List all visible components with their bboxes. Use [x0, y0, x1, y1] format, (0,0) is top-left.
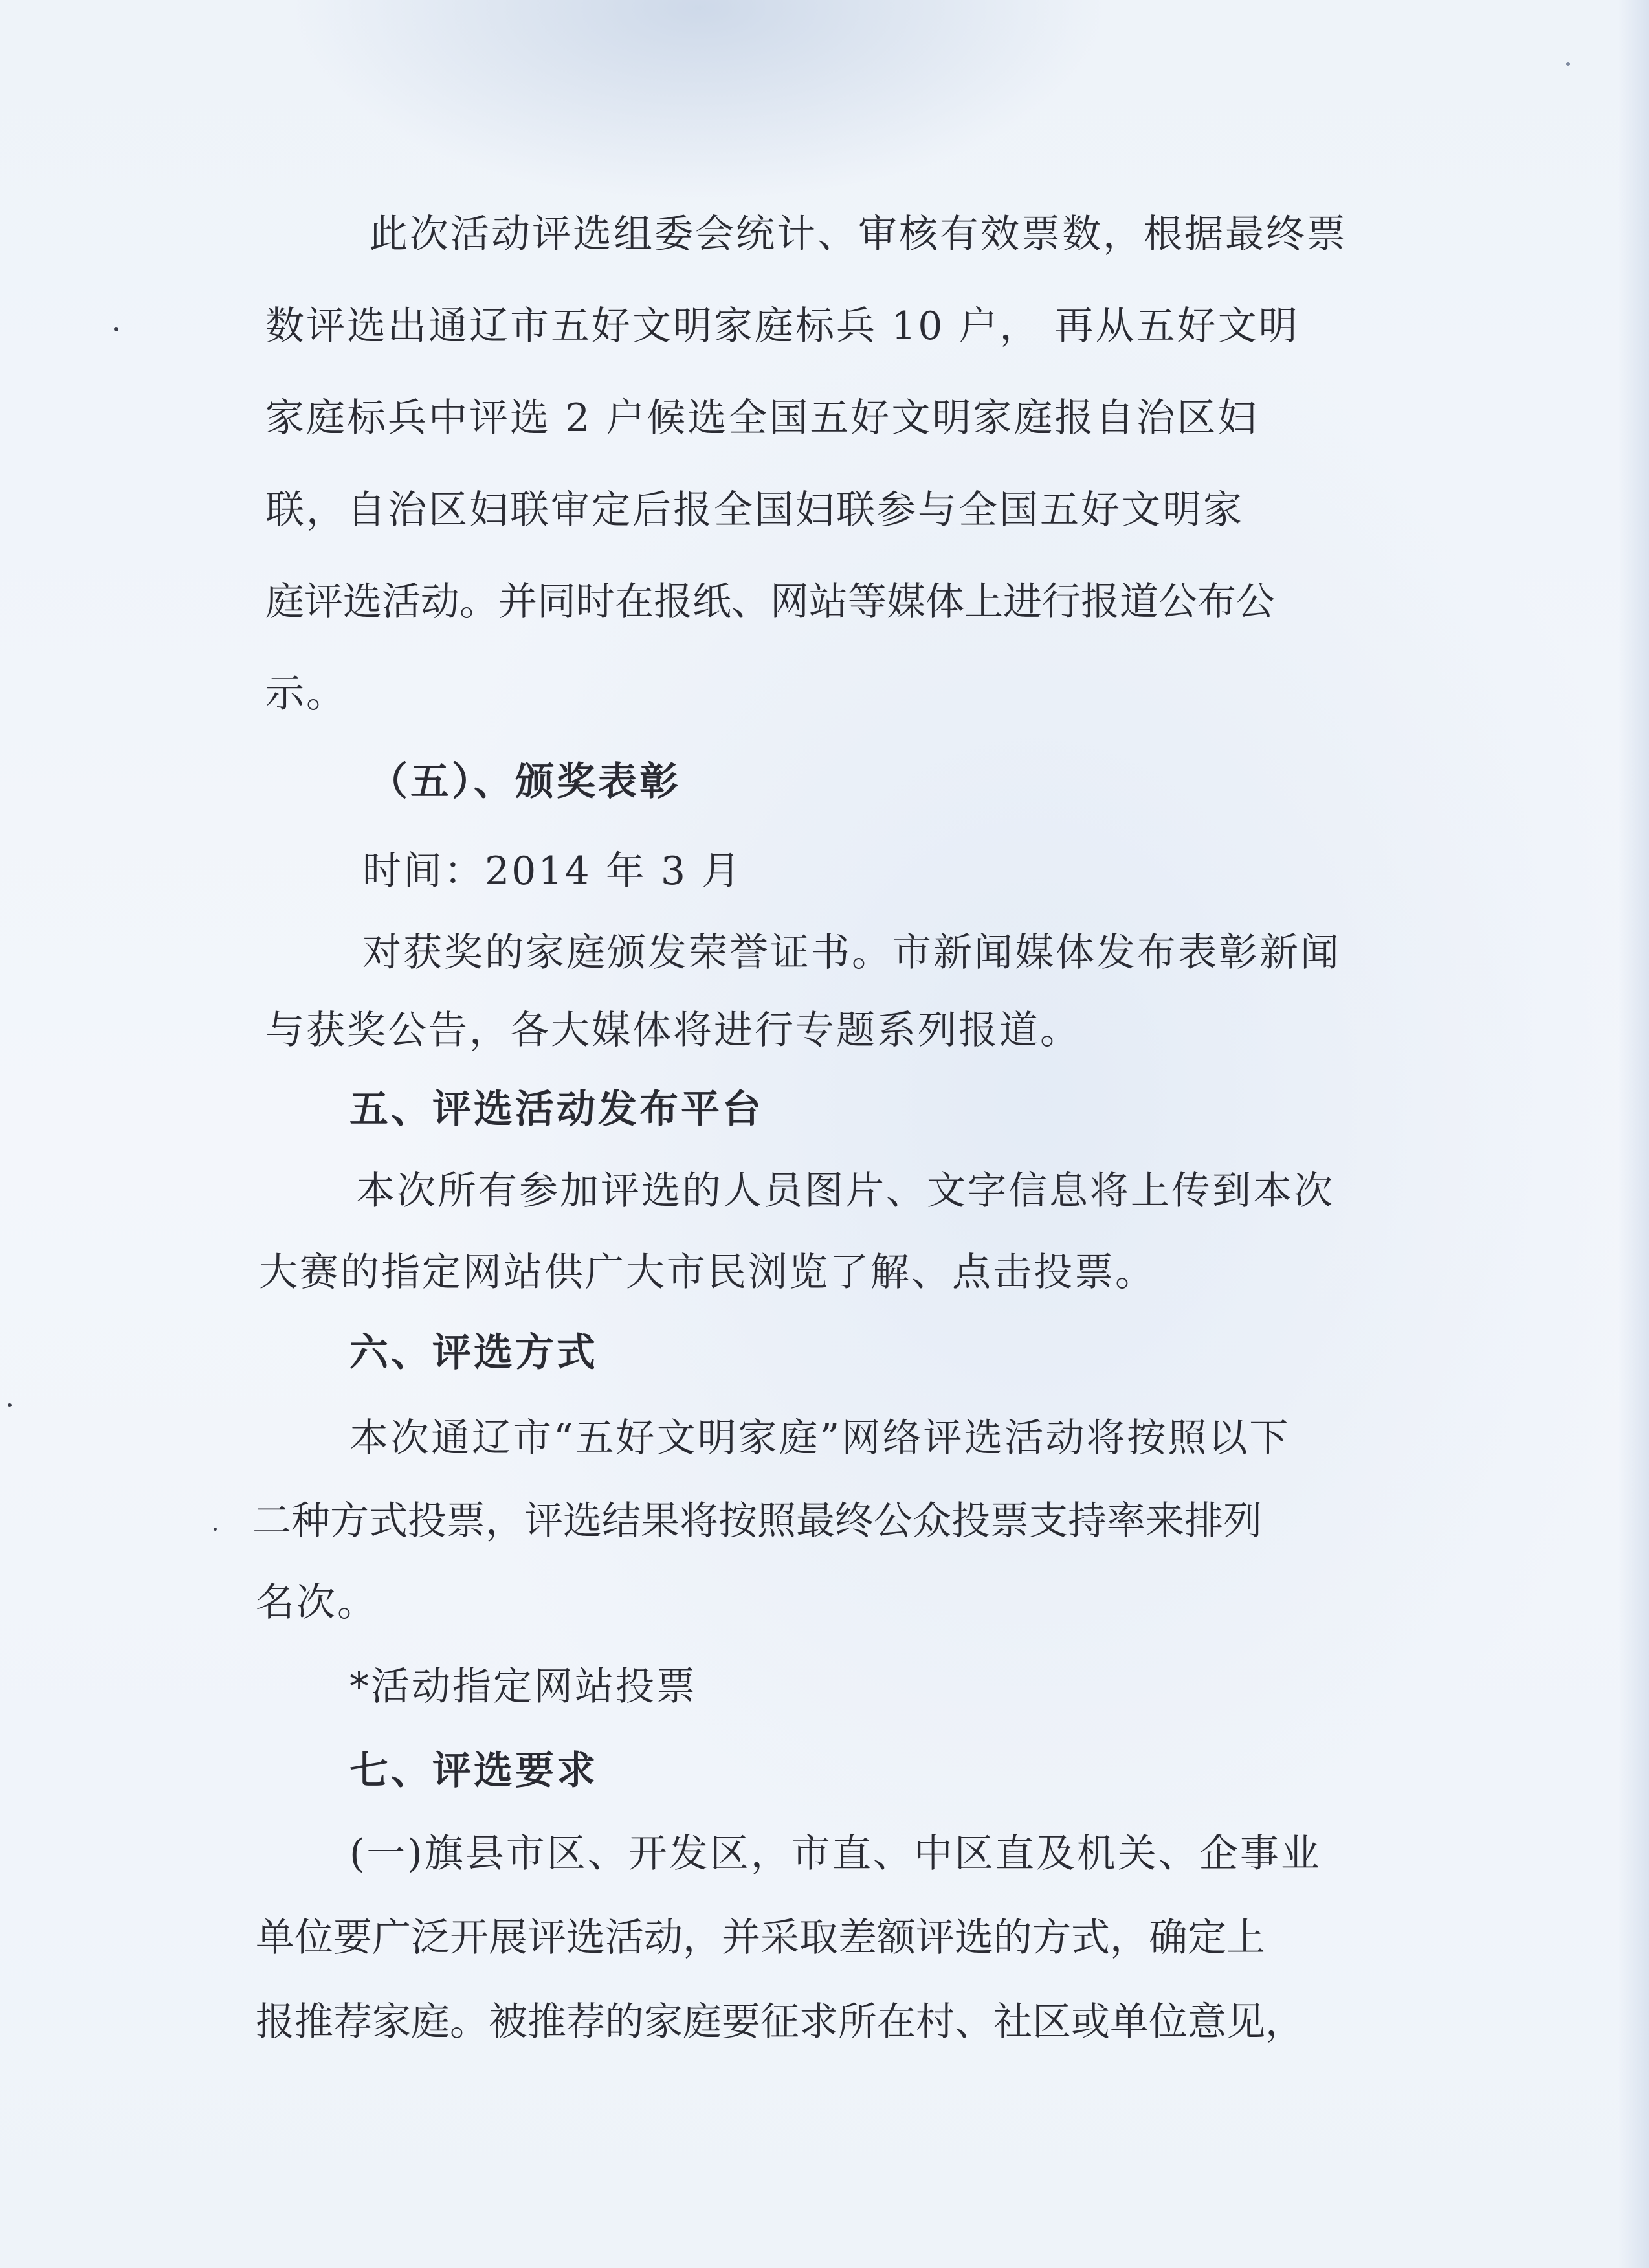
scan-speck [114, 327, 118, 331]
scan-speck [1566, 62, 1570, 66]
section-heading-platform: 五、评选活动发布平台 [349, 1087, 764, 1132]
paragraph-line: 此次活动评选组委会统计、审核有效票数，根据最终票 [369, 212, 1347, 257]
paragraph-line: 名次。 [256, 1580, 378, 1625]
paragraph-line: (一)旗县市区、开发区，市直、中区直及机关、企事业 [349, 1831, 1322, 1876]
voting-method-item: *活动指定网站投票 [349, 1664, 697, 1709]
section-heading-method: 六、评选方式 [349, 1330, 598, 1375]
section-heading-requirements: 七、评选要求 [349, 1748, 598, 1794]
paragraph-line: 本次所有参加评选的人员图片、文字信息将上传到本次 [356, 1168, 1334, 1214]
paragraph-line: 二种方式投票，评选结果将按照最终公众投票支持率来排列 [252, 1498, 1262, 1544]
paragraph-line: 庭评选活动。并同时在报纸、网站等媒体上进行报道公布公 [265, 579, 1275, 625]
scan-speck [214, 1528, 217, 1531]
paragraph-line: 本次通辽市“五好文明家庭”网络评选活动将按照以下 [349, 1416, 1290, 1461]
paragraph-line: 报推荐家庭。被推荐的家庭要征求所在村、社区或单位意见， [256, 1999, 1304, 2045]
paragraph-line: 联，自治区妇联审定后报全国妇联参与全国五好文明家 [265, 487, 1244, 533]
paragraph-line: 对获奖的家庭颁发荣誉证书。市新闻媒体发布表彰新闻 [362, 930, 1341, 975]
section-heading-five-award: （五）、颁奖表彰 [369, 759, 681, 805]
award-time: 时间：2014 年 3 月 [362, 849, 743, 894]
paragraph-line: 大赛的指定网站供广大市民浏览了解、点击投票。 [259, 1250, 1156, 1295]
paragraph-line: 与获奖公告，各大媒体将进行专题系列报道。 [265, 1008, 1081, 1053]
paragraph-line: 家庭标兵中评选 2 户候选全国五好文明家庭报自治区妇 [265, 395, 1259, 441]
paragraph-line: 单位要广泛开展评选活动，并采取差额评选的方式，确定上 [256, 1915, 1265, 1961]
page-edge-shadow [1618, 0, 1649, 2268]
paragraph-line: 示。 [265, 671, 347, 717]
scan-speck [8, 1403, 12, 1407]
paragraph-line: 数评选出通辽市五好文明家庭标兵 10 户， 再从五好文明 [265, 304, 1300, 349]
